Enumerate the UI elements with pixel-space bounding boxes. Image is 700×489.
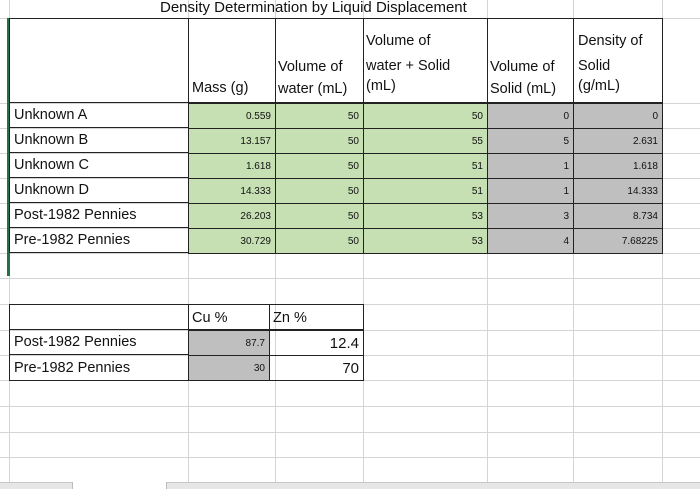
header-cu-percent[interactable]: Cu % xyxy=(192,310,228,326)
cell-volume-water[interactable]: 50 xyxy=(275,103,364,129)
cell-volume-solid[interactable]: 1 xyxy=(487,178,574,204)
cell-volume-water[interactable]: 50 xyxy=(275,178,364,204)
header-density-line1: Density of xyxy=(578,33,643,49)
sheet-title: Density Determination by Liquid Displacement xyxy=(160,0,467,16)
header-density-line3: (g/mL) xyxy=(578,78,620,94)
cell-density[interactable]: 1.618 xyxy=(573,153,663,179)
cell-volume-water-solid[interactable]: 53 xyxy=(363,203,488,229)
header-density-line2: Solid xyxy=(578,58,611,74)
cell-volume-water[interactable]: 50 xyxy=(275,203,364,229)
cell-density[interactable]: 0 xyxy=(573,103,663,129)
header-volume-solid-line1: Volume of xyxy=(490,59,555,75)
cell-density[interactable]: 7.68225 xyxy=(573,228,663,254)
row-label[interactable]: Unknown A xyxy=(10,103,188,128)
cell-density[interactable]: 2.631 xyxy=(573,128,663,154)
cell-volume-solid[interactable]: 3 xyxy=(487,203,574,229)
cell-volume-solid[interactable]: 5 xyxy=(487,128,574,154)
row-label[interactable]: Pre-1982 Pennies xyxy=(10,228,188,253)
header-volume-water-solid-line3: (mL) xyxy=(366,78,396,94)
row-label[interactable]: Pre-1982 Pennies xyxy=(14,360,131,376)
cell-mass[interactable]: 0.559 xyxy=(188,103,276,129)
header-volume-water-solid-line2: water + Solid xyxy=(366,58,451,74)
cell-mass[interactable]: 1.618 xyxy=(188,153,276,179)
cell-volume-water[interactable]: 50 xyxy=(275,153,364,179)
row-label[interactable]: Post-1982 Pennies xyxy=(10,203,188,228)
header-zn-percent[interactable]: Zn % xyxy=(273,310,307,326)
header-volume-water-line2: water (mL) xyxy=(278,81,348,97)
cell-zn-percent[interactable]: 12.4 xyxy=(269,330,364,356)
header-mass-label: Mass (g) xyxy=(192,80,249,96)
cell-volume-solid[interactable]: 1 xyxy=(487,153,574,179)
cell-cu-percent[interactable]: 30 xyxy=(188,355,270,381)
cell-volume-water[interactable]: 50 xyxy=(275,228,364,254)
cell-density[interactable]: 14.333 xyxy=(573,178,663,204)
row-label[interactable]: Post-1982 Pennies xyxy=(10,330,188,355)
cell-mass[interactable]: 26.203 xyxy=(188,203,276,229)
cell-volume-water-solid[interactable]: 50 xyxy=(363,103,488,129)
cell-mass[interactable]: 30.729 xyxy=(188,228,276,254)
row-label[interactable]: Unknown C xyxy=(10,153,188,178)
cell-volume-water-solid[interactable]: 51 xyxy=(363,153,488,179)
cell-volume-water-solid[interactable]: 55 xyxy=(363,128,488,154)
cell-volume-water-solid[interactable]: 53 xyxy=(363,228,488,254)
cell-zn-percent[interactable]: 70 xyxy=(269,355,364,381)
header-volume-water-line1: Volume of xyxy=(278,59,343,75)
sheet-tab[interactable] xyxy=(72,482,167,489)
cell-volume-solid[interactable]: 0 xyxy=(487,103,574,129)
cell-volume-water[interactable]: 50 xyxy=(275,128,364,154)
row-label[interactable]: Unknown D xyxy=(10,178,188,203)
cell-volume-solid[interactable]: 4 xyxy=(487,228,574,254)
cell-volume-water-solid[interactable]: 51 xyxy=(363,178,488,204)
cell-cu-percent[interactable]: 87.7 xyxy=(188,330,270,356)
cell-mass[interactable]: 14.333 xyxy=(188,178,276,204)
cell-mass[interactable]: 13.157 xyxy=(188,128,276,154)
header-volume-solid-line2: Solid (mL) xyxy=(490,81,557,97)
header-volume-water-solid-line1: Volume of xyxy=(366,33,431,49)
cell-density[interactable]: 8.734 xyxy=(573,203,663,229)
row-label[interactable]: Unknown B xyxy=(10,128,188,153)
